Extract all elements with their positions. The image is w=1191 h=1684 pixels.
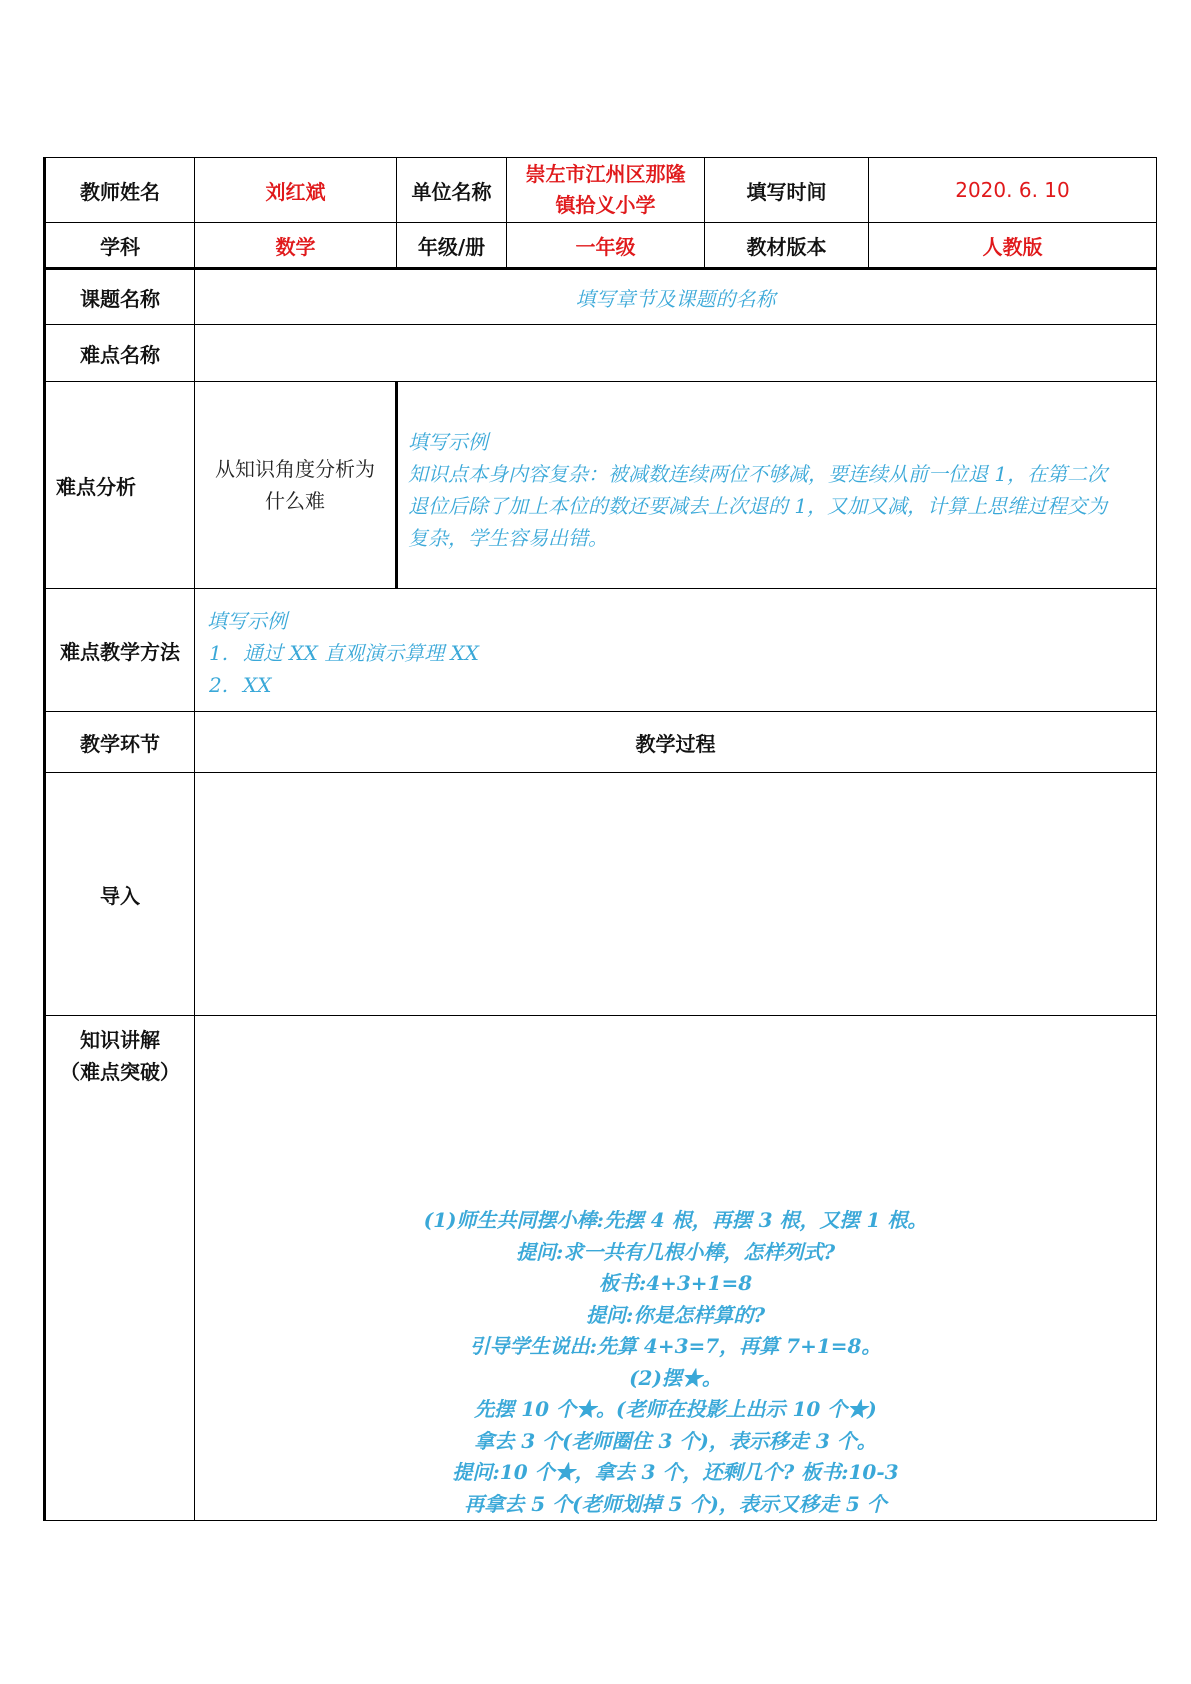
intro-label: 导入 [45, 773, 195, 1016]
analysis-row [45, 382, 1157, 589]
fill-date-label: 填写时间 [705, 158, 869, 223]
knowledge-line: 再拿去 5 个(老师划掉 5 个)，表示又移走 5 个 [464, 1491, 887, 1516]
topic-label: 课题名称 [45, 269, 195, 325]
method-label: 难点教学方法 [45, 589, 195, 712]
method-item [207, 669, 1156, 701]
grade-label: 年级/册 [397, 223, 507, 269]
subject-label: 学科 [45, 223, 195, 269]
knowledge-line: (1)师生共同摆小棒:先摆 4 根，再摆 3 根，又摆 1 根。 [423, 1208, 928, 1232]
unit-name-value [507, 158, 705, 223]
knowledge-line: 提问:你是怎样算的? [585, 1302, 766, 1327]
analysis-sublabel-line1: 从知识角度分析为 [215, 457, 375, 481]
unit-name-line2: 镇拾义小学 [555, 193, 656, 217]
analysis-sublabel-line2: 什么难 [265, 489, 325, 513]
analysis-example-line2: 退位后除了加上本位的数还要减去上次退的 1，又加又减，计算上思维过程交为 [408, 494, 1108, 518]
subject-value: 数学 [195, 223, 397, 269]
difficulty-label: 难点名称 [45, 325, 195, 382]
knowledge-line: 提问:10 个★，拿去 3 个，还剩几个? 板书:10-3 [452, 1460, 899, 1484]
knowledge-line: 提问:求一共有几根小棒，怎样列式? [515, 1239, 836, 1264]
edition-value: 人教版 [869, 223, 1157, 269]
teacher-name-label: 教师姓名 [45, 158, 195, 223]
header-row-2 [45, 223, 1157, 269]
knowledge-line: 拿去 3 个(老师圈住 3 个)，表示移走 3 个。 [474, 1428, 877, 1453]
analysis-example-line3: 复杂，学生容易出错。 [408, 526, 608, 550]
header-row-1 [45, 158, 1157, 223]
method-item-text: XX [243, 673, 272, 697]
method-item [207, 637, 1156, 669]
analysis-sublabel [195, 382, 397, 589]
knowledge-label [45, 1016, 195, 1521]
intro-row [45, 773, 1157, 1016]
method-item-number: 2. [209, 673, 229, 697]
knowledge-content[interactable] [195, 1016, 1157, 1521]
knowledge-label-line1: 知识讲解 [80, 1028, 160, 1052]
method-content[interactable] [195, 589, 1157, 712]
knowledge-label-line2: （难点突破） [60, 1060, 180, 1084]
knowledge-line: 先摆 10 个★。(老师在投影上出示 10 个★) [474, 1397, 877, 1421]
knowledge-line: (2)摆★。 [629, 1365, 722, 1390]
analysis-label: 难点分析 [45, 382, 195, 589]
grade-value: 一年级 [507, 223, 705, 269]
difficulty-row [45, 325, 1157, 382]
knowledge-row [45, 1016, 1157, 1521]
analysis-example-title: 填写示例 [408, 430, 488, 454]
method-item-text: 通过 XX 直观演示算理 XX [243, 641, 480, 665]
edition-label: 教材版本 [705, 223, 869, 269]
unit-name-label: 单位名称 [397, 158, 507, 223]
teacher-name-value: 刘红斌 [195, 158, 397, 223]
topic-row [45, 269, 1157, 325]
knowledge-line: 板书:4+3+1=8 [598, 1271, 753, 1295]
method-example-title: 填写示例 [207, 609, 287, 633]
unit-name-line1: 崇左市江州区那隆 [525, 162, 686, 186]
method-row [45, 589, 1157, 712]
stage-label: 教学环节 [45, 712, 195, 773]
analysis-example[interactable] [397, 382, 1157, 589]
knowledge-line: 引导学生说出:先算 4+3=7，再算 7+1=8。 [469, 1334, 882, 1358]
topic-placeholder[interactable]: 填写章节及课题的名称 [195, 269, 1157, 325]
process-header-row [45, 712, 1157, 773]
intro-content[interactable] [195, 773, 1157, 1016]
method-item-number: 1. [209, 641, 229, 665]
difficulty-value[interactable] [195, 325, 1157, 382]
lesson-plan-table [43, 157, 1157, 1521]
fill-date-value: 2020. 6. 10 [869, 158, 1157, 223]
analysis-example-line1: 知识点本身内容复杂：被减数连续两位不够减，要连续从前一位退 1，在第二次 [408, 462, 1108, 486]
process-label: 教学过程 [195, 712, 1157, 773]
